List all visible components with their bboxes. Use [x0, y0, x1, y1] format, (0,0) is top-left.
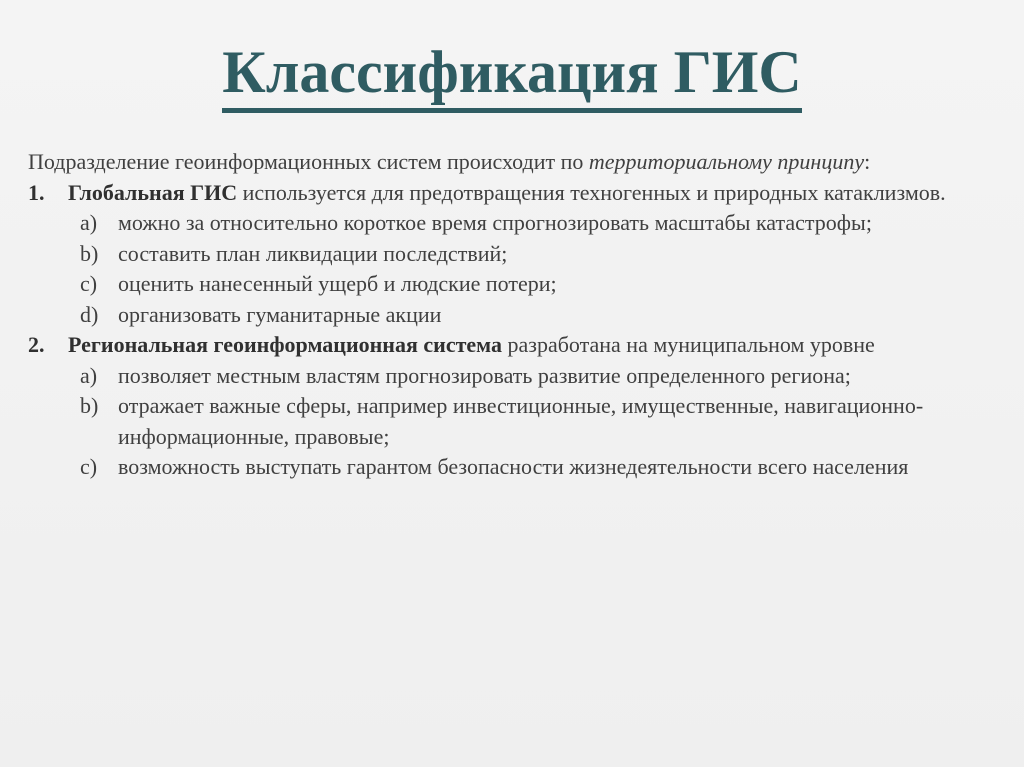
list-item-number: 2.	[28, 332, 45, 357]
list-item-text: разработана на муниципальном уровне	[502, 332, 875, 357]
sub-item	[28, 208, 988, 239]
sub-item	[28, 269, 988, 300]
sub-item-text: составить план ликвидации последствий;	[118, 240, 508, 266]
sub-item-letter: c)	[80, 454, 98, 479]
list-item-bold: Региональная геоинформационная система	[68, 332, 502, 357]
sub-item-text: позволяет местным властям прогнозировать развитие определенного региона;	[118, 362, 851, 388]
sub-item	[28, 239, 988, 270]
slide-title	[0, 39, 1024, 113]
sub-item-letter: b)	[80, 393, 99, 418]
sub-item	[28, 361, 988, 392]
sub-item	[28, 391, 988, 452]
sub-item-text: организовать гуманитарные акции	[118, 301, 442, 327]
sub-item	[28, 300, 988, 331]
sub-item-letter: d)	[80, 301, 99, 327]
sub-item-text: оценить нанесенный ущерб и людские потери;	[118, 271, 557, 296]
intro-suffix: :	[864, 149, 871, 174]
list-item-bold: Глобальная ГИС	[68, 179, 238, 205]
slide-content	[28, 147, 988, 483]
sub-item-text: отражает важные сферы, например инвестиционные, имущественные, навигационно-информационные, правовые;	[118, 393, 924, 449]
list-item-2	[28, 330, 988, 361]
intro-text: Подразделение геоинформационных систем происходит по	[28, 149, 589, 174]
sub-item-letter: c)	[80, 271, 98, 296]
list-item-1	[28, 178, 988, 209]
sub-item-text: возможность выступать гарантом безопасности жизнедеятельности всего населения	[118, 454, 909, 479]
intro-paragraph	[28, 147, 988, 178]
list-item-text: используется для предотвращения техногенных и природных катаклизмов.	[237, 179, 946, 205]
intro-italic: территориальному принципу	[588, 149, 865, 174]
sub-item-letter: a)	[80, 362, 98, 388]
sub-item	[28, 452, 988, 483]
sub-item-letter: a)	[80, 210, 98, 235]
slide-title-text: Классификация ГИС	[222, 42, 802, 113]
list-item-number: 1.	[28, 179, 45, 205]
sub-item-letter: b)	[80, 240, 99, 266]
sub-item-text: можно за относительно короткое время спрогнозировать масштабы катастрофы;	[118, 210, 872, 235]
